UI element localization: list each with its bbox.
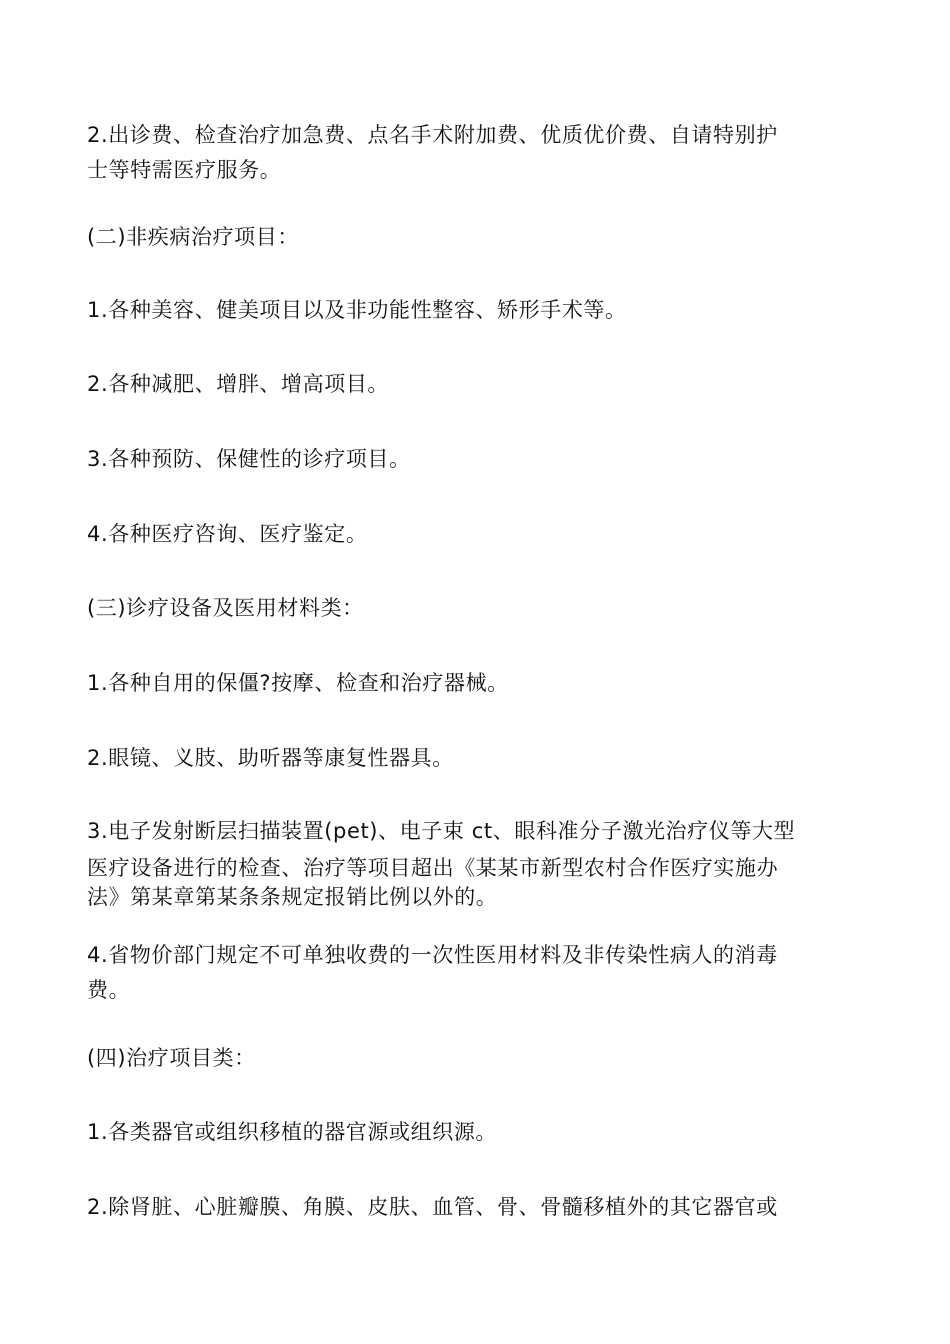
text-line: 1.各类器官或组织移植的器官源或组织源。 bbox=[87, 1120, 498, 1144]
paragraph-item bbox=[87, 293, 867, 328]
text-line: 2.出诊费、检查治疗加急费、点名手术附加费、优质优价费、自请特别护 bbox=[87, 123, 778, 147]
text-line: 2.除肾脏、心脏瓣膜、角膜、皮肤、血管、骨、骨髓移植外的其它器官或 bbox=[87, 1195, 778, 1219]
text-line: 4.各种医疗咨询、医疗鉴定。 bbox=[87, 522, 368, 546]
paragraph-item bbox=[87, 442, 867, 477]
text-line: (二)非疾病治疗项目： bbox=[87, 225, 299, 249]
text-line: (四)治疗项目类： bbox=[87, 1046, 256, 1070]
paragraph-item bbox=[87, 1190, 867, 1225]
paragraph-large-equipment bbox=[87, 817, 867, 912]
text-line: (三)诊疗设备及医用材料类： bbox=[87, 596, 364, 620]
text-line: 医疗设备进行的检查、治疗等项目超出《某某市新型农村合作医疗实施办 bbox=[87, 856, 779, 880]
text-line: 2.眼镜、义肢、助听器等康复性器具。 bbox=[87, 746, 454, 770]
text-line: 法》第某章第某条条规定报销比例以外的。 bbox=[87, 885, 498, 909]
text-line: 3.各种预防、保健性的诊疗项目。 bbox=[87, 447, 411, 471]
section-heading-non-disease bbox=[87, 220, 867, 255]
text-line: 4.省物价部门规定不可单独收费的一次性医用材料及非传染性病人的消毒 bbox=[87, 943, 778, 967]
paragraph-special-services bbox=[87, 118, 867, 188]
text-line: 1.各种美容、健美项目以及非功能性整容、矫形手术等。 bbox=[87, 298, 627, 322]
section-heading-treatment bbox=[87, 1041, 867, 1076]
text-line: 士等特需医疗服务。 bbox=[87, 158, 282, 182]
paragraph-item bbox=[87, 517, 867, 552]
paragraph-item bbox=[87, 367, 867, 402]
paragraph-item bbox=[87, 666, 867, 701]
paragraph-item bbox=[87, 1115, 867, 1150]
section-heading-equipment bbox=[87, 591, 867, 626]
text-line: 费。 bbox=[87, 978, 131, 1002]
paragraph-disposable-materials bbox=[87, 938, 867, 1008]
paragraph-item bbox=[87, 741, 867, 776]
text-line: 3.电子发射断层扫描装置(pet)、电子束 ct、眼科准分子激光治疗仪等大型 bbox=[87, 819, 796, 843]
text-line: 1.各种自用的保僵?按摩、检查和治疗器械。 bbox=[87, 671, 509, 695]
text-line: 2.各种减肥、增胖、增高项目。 bbox=[87, 372, 390, 396]
